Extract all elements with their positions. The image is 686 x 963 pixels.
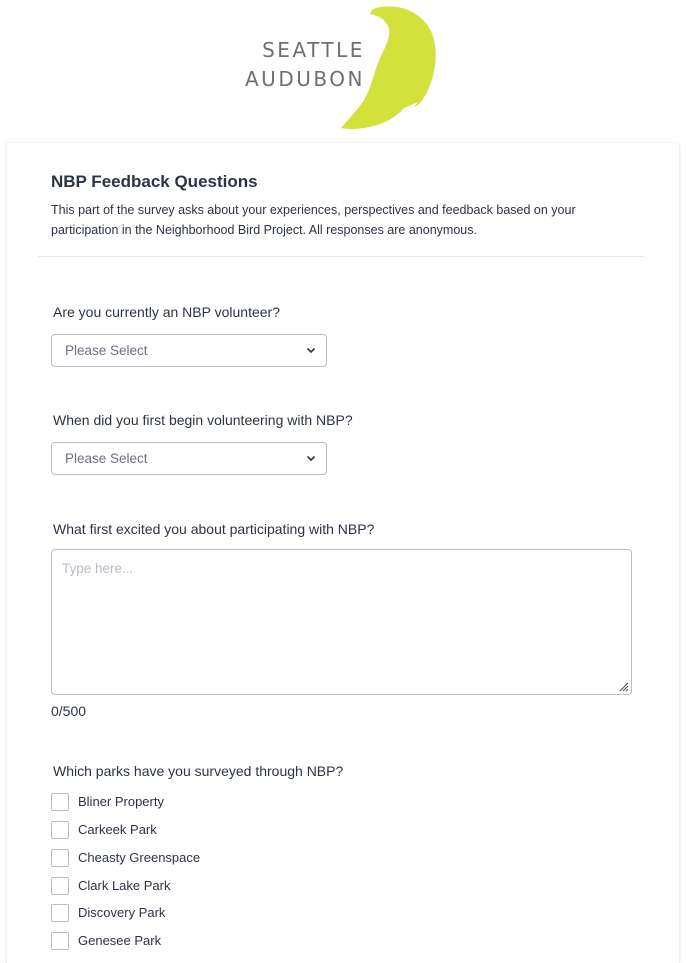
section-divider <box>38 256 644 257</box>
resize-grip-icon[interactable] <box>617 680 629 692</box>
section-title: NBP Feedback Questions <box>51 172 258 191</box>
excited-textarea[interactable] <box>51 549 632 695</box>
textarea-placeholder: Type here... <box>62 561 134 576</box>
brand-line1: SEATTLE <box>262 38 365 62</box>
checkbox-label[interactable]: Carkeek Park <box>78 822 157 837</box>
character-counter: 0/500 <box>51 703 87 719</box>
question-start-date-label: When did you first begin volunteering with NBP? <box>53 412 353 428</box>
checkbox-label[interactable]: Genesee Park <box>78 933 162 948</box>
question-parks-label: Which parks have you surveyed through NBP? <box>53 763 344 779</box>
checkbox[interactable] <box>51 877 69 895</box>
checkbox-label[interactable]: Bliner Property <box>78 794 164 809</box>
question-excited-label: What first excited you about participating with NBP? <box>53 521 375 537</box>
checkbox[interactable] <box>51 793 69 811</box>
checkbox-label[interactable]: Discovery Park <box>78 905 166 920</box>
select-placeholder: Please Select <box>65 451 148 466</box>
chevron-down-icon <box>305 344 317 356</box>
bird-logo-icon <box>336 4 440 132</box>
checkbox-label[interactable]: Cheasty Greenspace <box>78 850 201 865</box>
checkbox[interactable] <box>51 932 69 950</box>
select-placeholder: Please Select <box>65 343 148 358</box>
volunteer-status-select[interactable] <box>51 334 327 367</box>
section-description: This part of the survey asks about your experiences, perspectives and feedback based on your participation in the Neighborhood Bird Project. All responses are anonymous. <box>51 203 576 237</box>
site-header <box>0 0 686 140</box>
question-volunteer-label: Are you currently an NBP volunteer? <box>53 304 280 320</box>
checkbox[interactable] <box>51 904 69 922</box>
chevron-down-icon <box>305 452 317 464</box>
brand-line2: AUDUBON <box>245 67 365 91</box>
checkbox-label[interactable]: Clark Lake Park <box>78 878 171 893</box>
start-date-select[interactable] <box>51 442 327 475</box>
checkbox[interactable] <box>51 821 69 839</box>
checkbox[interactable] <box>51 849 69 867</box>
